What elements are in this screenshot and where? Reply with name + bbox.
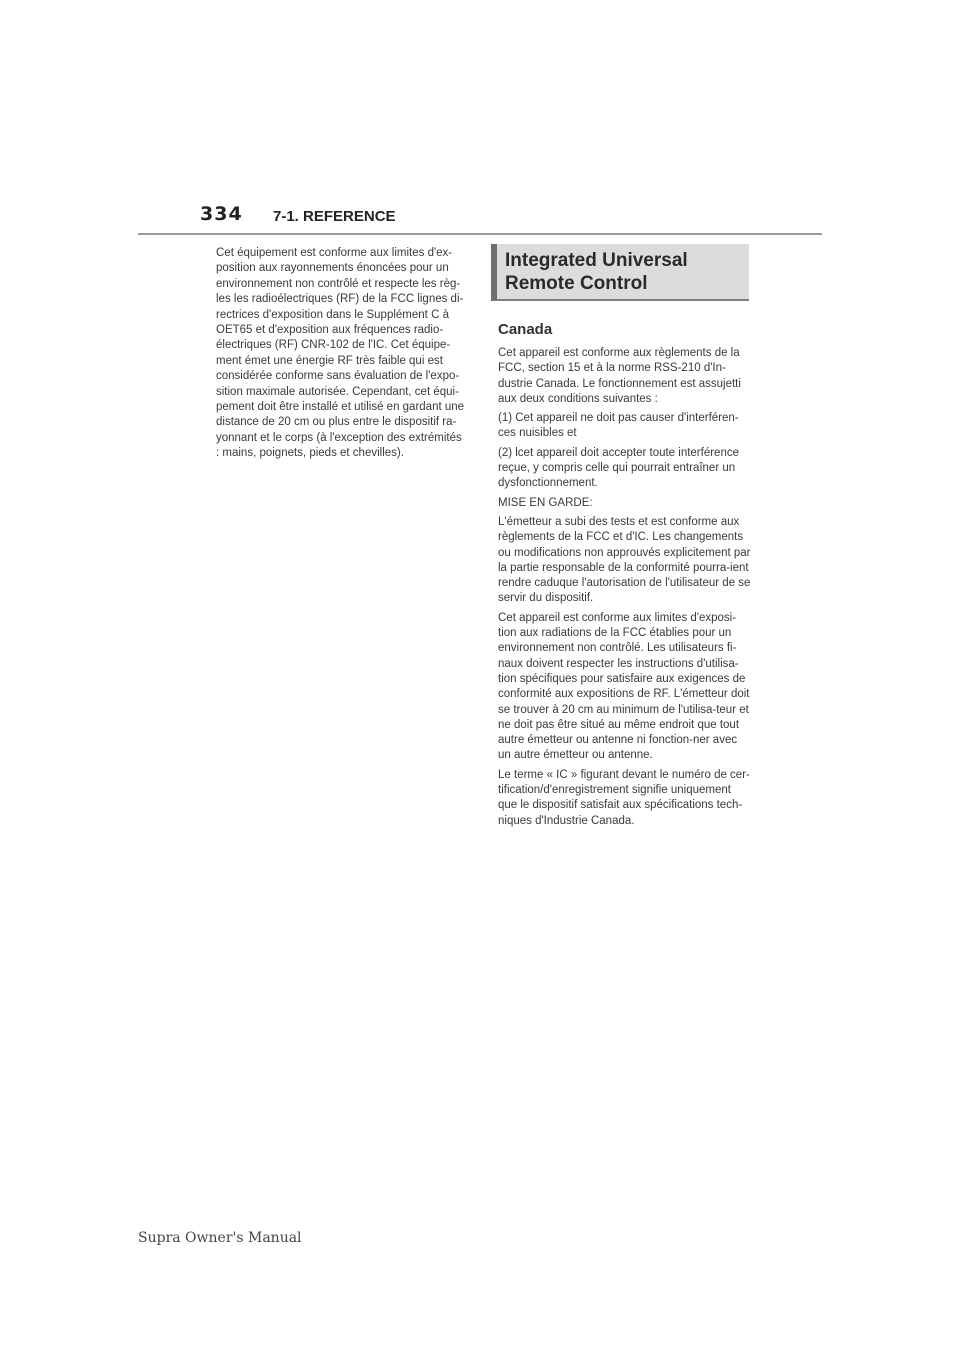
footer-manual-title: Supra Owner's Manual (138, 1230, 302, 1246)
paragraph-transmitter: L'émetteur a subi des tests et est conforme aux règlements de la FCC et d'IC. Les changements ou modifications non approuvés explicitement par la partie responsable de la conformité pourra-ient rendre caduque l'autorisation de l'utilisateur de se servir du dispositif. (498, 515, 751, 605)
section-heading-line-1: Integrated Universal (505, 250, 688, 271)
paragraph-ic-term: Le terme « IC » figurant devant le numéro de cer-tification/d'enregistrement signifie uniquement que le dispositif satisfait aux spécifications tech-niques d'Industrie Canada. (498, 768, 750, 827)
paragraph-condition-2: (2) lcet appareil doit accepter toute interférence reçue, y compris celle qui pourrait entraîner un dysfonctionnement. (498, 446, 739, 490)
subheading-canada: Canada (498, 321, 553, 338)
paragraph-warning-label: MISE EN GARDE: (498, 496, 593, 509)
paragraph-conformity: Cet appareil est conforme aux règlements de la FCC, section 15 et à la norme RSS-210 d'In-dustrie Canada. Le fonctionnement est assujetti aux deux conditions suivantes : (498, 347, 741, 405)
header-rule (138, 233, 822, 235)
section-heading-box (491, 244, 749, 301)
page-number: 334 (200, 203, 243, 225)
section-title: 7-1. REFERENCE (273, 208, 396, 225)
left-column-paragraph: Cet équipement est conforme aux limites d'ex-position aux rayonnements énoncées pour un environnement non contrôlé et respecte les règ-les les radioélectriques (RF) de la FCC lignes di-rectrices d'exposition dans le Supplément C à OET65 et d'exposition aux fréquences radio-électriques (RF) CNR-102 de l'IC. Cet équipe-ment émet une énergie RF très faible qui est considérée conforme sans évaluation de l'expo-sition maximale autorisée. Cependant, cet équi-pement doit être installé et utilisé en gardant une distance de 20 cm ou plus entre le dispositif ra-yonnant et le corps (à l'exception des extrémités : mains, poignets, pieds et chevilles). (216, 247, 465, 460)
section-heading-line-2: Remote Control (505, 273, 648, 294)
paragraph-exposure: Cet appareil est conforme aux limites d'exposi-tion aux radiations de la FCC établies pour un environnement non contrôlé. Les utilisateurs fi-naux doivent respecter les instructions d'utilisa-tion spécifiques pour satisfaire aux exigences de conformité aux expositions de RF. L'émetteur doit se trouver à 20 cm au minimum de l'utilisa-teur et ne doit pas être situé au même endroit que tout autre émetteur ou antenne ni fonction-ner avec un autre émetteur ou antenne. (498, 611, 750, 762)
paragraph-condition-1: (1) Cet appareil ne doit pas causer d'interféren-ces nuisibles et (498, 412, 739, 440)
right-column-body (498, 346, 752, 833)
section-heading (505, 249, 688, 295)
